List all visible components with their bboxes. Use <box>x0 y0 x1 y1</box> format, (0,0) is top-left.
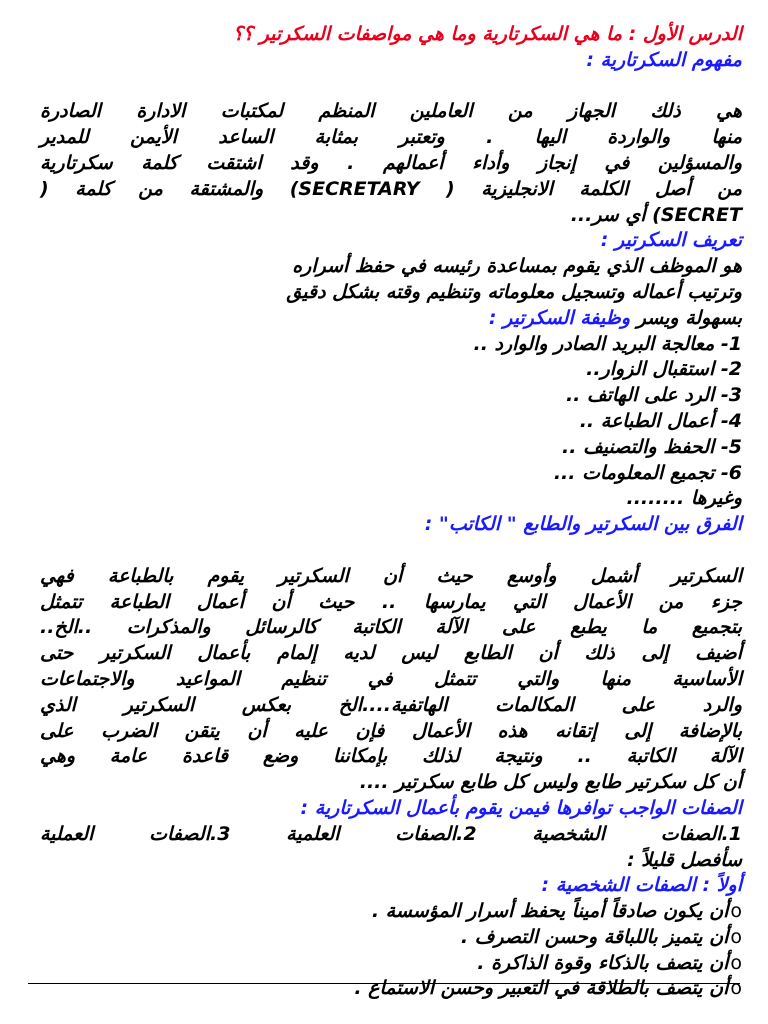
personal-heading: أولاً : الصفات الشخصية : <box>541 874 742 897</box>
concept-heading: مفهوم السكرتارية : <box>586 48 742 71</box>
qualities-heading: الصفات الواجب توافرها فيمن يقوم بأعمال السكرتارية : <box>300 796 742 819</box>
bullet-icon: o <box>730 951 742 974</box>
difference-line: والرد على المكالمات الهاتفية....الخ بعكس السكرتير الذي <box>40 693 742 716</box>
definition-line: وترتيب أعماله وتسجيل معلوماته وتنظيم وقته بشكل دقيق <box>286 280 742 303</box>
difference-line: بالإضافة إلى إتقانه هذه الأعمال فإن عليه أن يتقن الضرب على <box>40 719 742 742</box>
concept-line: هي ذلك الجهاز من العاملين المنظم لمكتبات الادارة الصادرة <box>40 100 742 123</box>
definition-line: هو الموظف الذي يقوم بمساعدة رئيسه في حفظ أسراره <box>292 255 742 278</box>
difference-line: السكرتير أشمل وأوسع حيث أن السكرتير يقوم بالطباعة فهي <box>40 564 742 587</box>
function-item: 1- معالجة البريد الصادر والوارد .. <box>473 332 742 355</box>
definition-line: بسهولة ويسر <box>636 306 742 329</box>
function-item: 3- الرد على الهاتف .. <box>565 384 742 407</box>
difference-heading: الفرق بين السكرتير والطابع " الكاتب" : <box>424 513 742 536</box>
function-item: وغيرها ........ <box>626 487 742 510</box>
concept-line: والمسؤلين في إنجاز وأداء أعمالهم . وقد اشتقت كلمة سكرتارية <box>40 151 742 174</box>
difference-line: أن كل سكرتير طابع وليس كل طابع سكرتير .... <box>359 771 742 794</box>
bullet-icon: o <box>730 900 742 923</box>
concept-line: SECRET) أي سر... <box>570 203 742 226</box>
difference-line: جزء من الأعمال التي يمارسها .. حيث أن أعمال الطباعة تتمثل <box>40 590 742 613</box>
qualities-line: سأفصل قليلاً : <box>627 848 742 871</box>
concept-line: من أصل الكلمة الانجليزية ( SECRETARY) والمشتقة من كلمة ( <box>40 177 742 200</box>
personal-item <box>40 951 742 977</box>
spacer <box>40 538 742 564</box>
difference-line: الأساسية منها والتي تتمثل في تنظيم المواعيد والاجتماعات <box>40 667 742 690</box>
function-item: 6- تجميع المعلومات ... <box>553 461 742 484</box>
personal-item-text: أن يتميز باللباقة وحسن التصرف . <box>460 925 729 948</box>
lesson-title: الدرس الأول : ما هي السكرتارية وما هي مواصفات السكرتير ؟؟ <box>232 23 742 45</box>
spacer <box>40 74 742 100</box>
personal-item <box>40 899 742 925</box>
function-item: 4- أعمال الطباعة .. <box>579 409 742 432</box>
difference-line: الآلة الكاتبة .. ونتيجة لذلك بإمكاننا وضع قاعدة عامة وهي <box>40 745 742 768</box>
personal-item-text: أن يتصف بالطلاقة في التعبير وحسن الاستماع . <box>354 977 729 1000</box>
bullet-icon: o <box>730 977 742 1000</box>
function-item: 2- استقبال الزوار.. <box>586 358 742 381</box>
personal-item-text: أن يكون صادقاً أميناً يحفظ أسرار المؤسسة . <box>371 900 729 923</box>
function-heading: وظيفة السكرتير : <box>488 306 631 329</box>
personal-item <box>40 925 742 951</box>
bottom-divider <box>28 983 740 984</box>
function-item: 5- الحفظ والتصنيف .. <box>562 435 742 458</box>
difference-line: أضيف إلى ذلك أن الطابع ليس لديه إلمام بأعمال السكرتير حتى <box>40 642 742 665</box>
personal-item-text: أن يتصف بالذكاء وقوة الذاكرة . <box>477 951 729 974</box>
qualities-line: 1.الصفات الشخصية 2.الصفات العلمية 3.الصفات العملية <box>40 822 742 845</box>
definition-heading: تعريف السكرتير : <box>600 229 742 252</box>
difference-line: بتجميع ما يطبع على الآلة الكاتبة كالرسائل والمذكرات ..الخ.. <box>40 616 742 639</box>
bullet-icon: o <box>730 925 742 948</box>
personal-item <box>40 976 742 1002</box>
concept-line: منها والواردة اليها . وتعتبر بمثابة الساعد الأيمن للمدير <box>40 126 742 149</box>
definition-last-line <box>40 306 742 332</box>
